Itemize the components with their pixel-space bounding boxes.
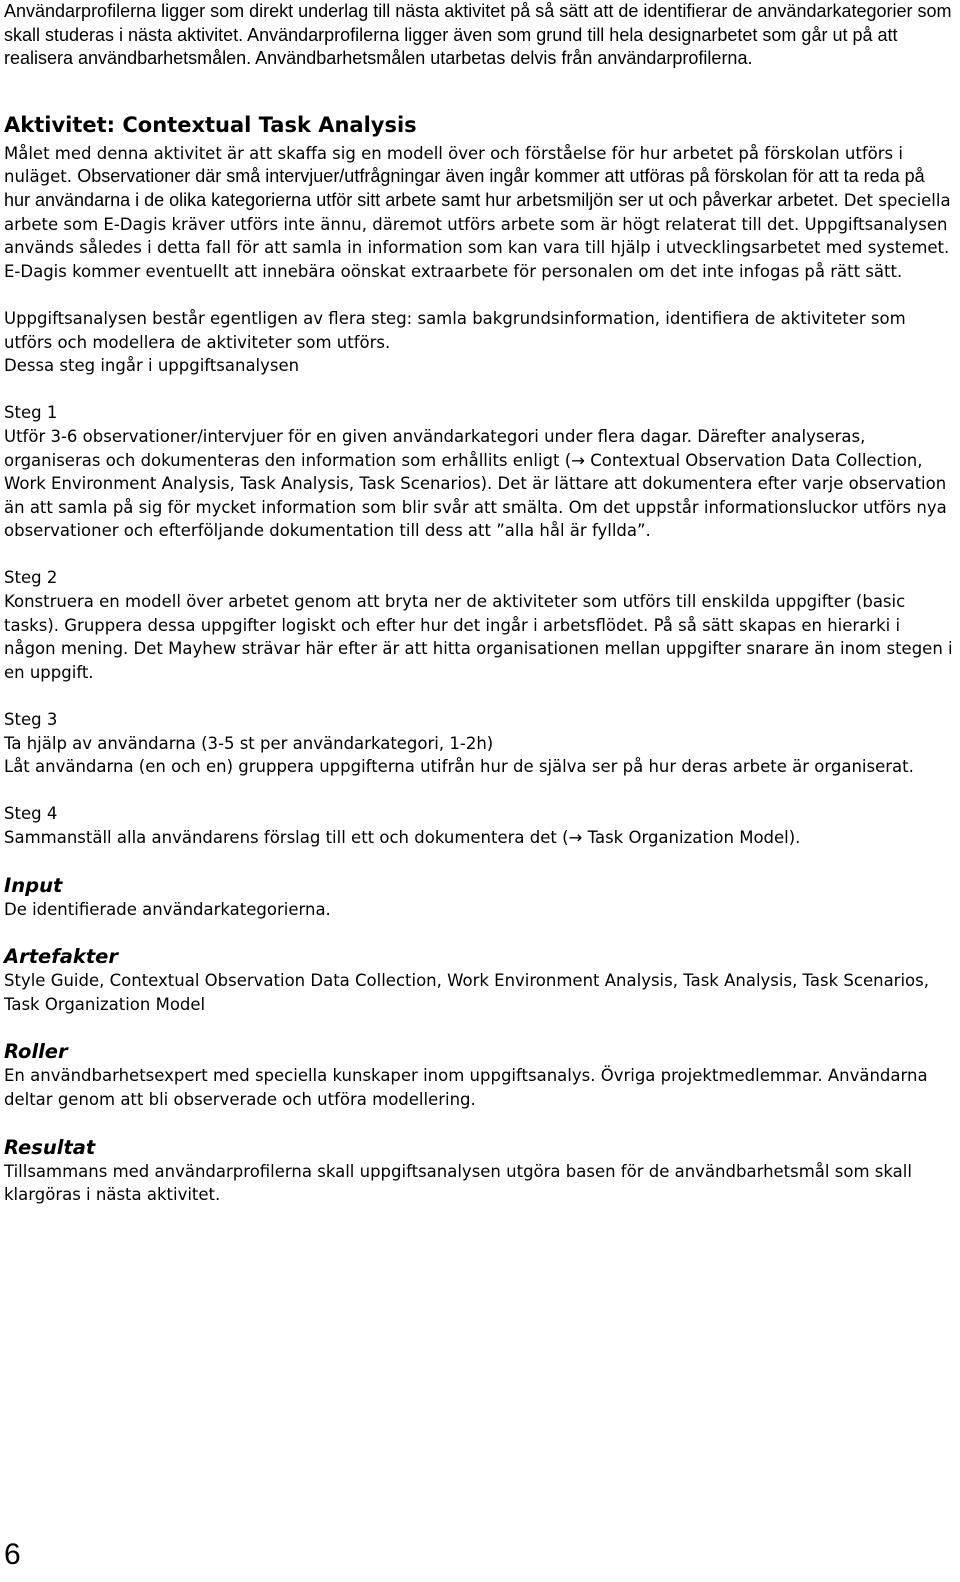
artefakter-text: Style Guide, Contextual Observation Data Collection, Work Environment Analysis, Task Analysis, Task Scenarios, Task Organization Model xyxy=(4,971,929,1014)
step-1-sentence-3: Contextual Observation Data Collection, Work Environment Analysis, Task Analysis, Task Scenarios). xyxy=(4,450,923,494)
roller-heading: Roller xyxy=(4,1040,68,1064)
step-4-sentence-1: Sammanställ alla användarens förslag till ett och dokumentera det ( xyxy=(4,828,569,847)
step-2-paragraph xyxy=(4,590,954,684)
step-2-sentence-1: Konstruera en modell över arbetet genom att bryta ner de aktiviteter som utförs till enskilda uppgifter (basic tasks). xyxy=(4,592,906,635)
step-3-line-2: Låt användarna (en och en) gruppera uppgifterna utifrån hur de själva ser på hur deras arbete är organiserat. xyxy=(4,757,914,777)
step-1-label: Steg 1 xyxy=(4,403,58,423)
artefakter-heading: Artefakter xyxy=(4,945,119,969)
step-1-sentence-1: Utför 3-6 observationer/intervjuer för en given användarkategori under flera dagar. xyxy=(4,426,693,446)
resultat-text: Tillsammans med användarprofilerna skall uppgiftsanalysen utgöra basen för de användbarhetsmål som skall klargöras i nästa aktivitet. xyxy=(4,1161,912,1205)
activity-heading: Aktivitet: Contextual Task Analysis xyxy=(4,112,417,137)
intro-paragraph: Användarprofilerna ligger som direkt underlag till nästa aktivitet på så sätt att de identifierar de användarkategorier som skall studeras i nästa aktivitet. Användarprofilerna ligger även som grund till hela designarbetet som går ut på att realisera användbarhetsmålen. Användbarhetsmålen utarbetas delvis från användarprofilerna. xyxy=(4,1,952,69)
purpose-paragraph xyxy=(4,142,954,284)
input-heading: Input xyxy=(4,873,63,897)
step-1-sentence-4: Det är lättare att dokumentera efter varje observation än att samla på sig för mycket information som blir svår att smälta. xyxy=(4,474,947,517)
step-1-paragraph xyxy=(4,425,954,543)
document-page xyxy=(4,0,954,1207)
step-4-label: Steg 4 xyxy=(4,804,58,824)
steps-intro-paragraph: Uppgiftsanalysen består egentligen av flera steg: samla bakgrundsinformation, identifiera de aktiviteter som utförs och modellera de aktiviteter som utförs. xyxy=(4,308,906,352)
purpose-edagis-sentence: Det speciella arbete som E-Dagis kräver utförs inte ännu, däremot utförs arbete som är högt relaterat till det. xyxy=(4,190,951,234)
step-2-sentence-4: Det Mayhew strävar här efter är att hitta organisationen mellan uppgifter snarare än inom stegen i en uppgift. xyxy=(4,639,953,682)
purpose-sentence: Målet med denna aktivitet är att skaffa sig en modell över och förståelse för hur arbetet på förskolan utförs i nuläget. xyxy=(4,143,903,187)
step-4-paragraph xyxy=(4,826,954,850)
step-2-sentence-3: På så sätt skapas en hierarki i någon mening. xyxy=(4,615,901,659)
step-1-sentence-5: Om det uppstår informationsluckor utförs nya observationer och efterföljande dokumentation till dess att ”alla hål är fyllda”. xyxy=(4,497,947,541)
purpose-usage-sentence: Uppgiftsanalysen används således i detta fall för att samla in information som kan vara till hjälp i utvecklingsarbetet med systemet. xyxy=(4,214,950,258)
arrow-right-icon: → xyxy=(571,450,585,470)
step-2-label: Steg 2 xyxy=(4,568,58,588)
step-2-sentence-2: Gruppera dessa uppgifter logiskt och efter hur det ingår i arbetsflödet. xyxy=(64,615,649,635)
steps-lead-line: Dessa steg ingår i uppgiftsanalysen xyxy=(4,356,300,376)
input-text: De identifierade användarkategorierna. xyxy=(4,899,331,919)
purpose-extra-sentence: E-Dagis kommer eventuellt att innebära oönskat extraarbete för personalen om det inte infogas på rätt sätt. xyxy=(4,261,903,281)
purpose-observations-sentence: Observationer där små intervjuer/utfrågningar även ingår kommer att utföras på förskolan för att ta reda på hur användarna i de olika kategorierna utför sitt arbete samt hur arbetsmiljön ser ut och påverkar arbetet. xyxy=(4,166,925,210)
resultat-heading: Resultat xyxy=(4,1135,96,1159)
step-4-sentence-2: Task Organization Model). xyxy=(582,828,801,847)
page-number: 6 xyxy=(4,1538,21,1571)
step-3-line-1: Ta hjälp av användarna (3-5 st per användarkategori, 1-2h) xyxy=(4,733,494,753)
roller-text: En användbarhetsexpert med speciella kunskaper inom uppgiftsanalys. Övriga projektmedlemmar. Användarna deltar genom att bli observerade och utföra modellering. xyxy=(4,1066,928,1109)
arrow-right-icon: → xyxy=(568,828,583,847)
step-1-sentence-2: Därefter analyseras, organiseras och dokumenteras den information som erhållits enligt ( xyxy=(4,426,866,470)
step-3-label: Steg 3 xyxy=(4,710,58,730)
